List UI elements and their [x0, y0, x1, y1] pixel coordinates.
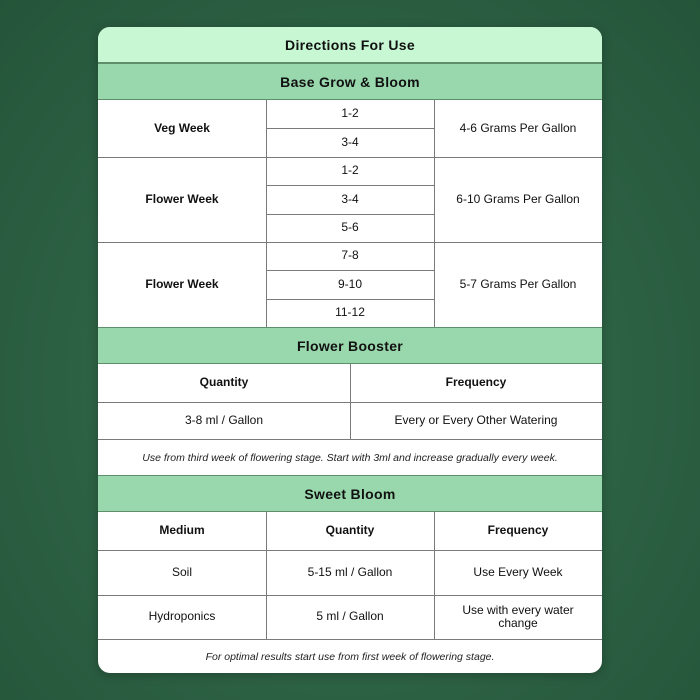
divider: [434, 512, 435, 639]
divider: [434, 100, 435, 327]
column-header: Frequency: [445, 375, 507, 390]
week-cell: 5-6: [341, 220, 359, 235]
divider: [98, 550, 602, 551]
sweet-section-heading: Sweet Bloom: [98, 475, 602, 512]
column-header: Frequency: [487, 523, 549, 538]
booster-note: Use from third week of flowering stage. Start with 3ml and increase gradually every week.: [142, 451, 558, 464]
divider: [98, 242, 602, 243]
booster-section-heading: Flower Booster: [98, 327, 602, 364]
week-cell: 11-12: [335, 305, 365, 320]
table-cell: 3-8 ml / Gallon: [184, 412, 264, 427]
divider: [98, 157, 602, 158]
week-cell: 1-2: [341, 163, 359, 178]
divider: [266, 299, 434, 300]
divider: [98, 595, 602, 596]
group-label: Flower Week: [145, 191, 219, 206]
base-section-heading: Base Grow & Bloom: [98, 63, 602, 100]
week-cell: 9-10: [337, 276, 363, 291]
card-title: Directions For Use: [98, 27, 602, 63]
sweet-note: For optimal results start use from first week of flowering stage.: [205, 650, 495, 663]
divider: [266, 128, 434, 129]
divider: [266, 185, 434, 186]
column-header: Quantity: [325, 523, 375, 538]
column-header: Quantity: [199, 375, 249, 390]
table-cell: 5-15 ml / Gallon: [307, 564, 393, 579]
table-cell: 5 ml / Gallon: [316, 609, 384, 624]
dose-cell: 5-7 Grams Per Gallon: [459, 276, 577, 291]
table-cell: Use with every water change: [462, 602, 574, 630]
week-cell: 7-8: [341, 248, 359, 263]
week-cell: 3-4: [341, 191, 359, 206]
dose-cell: 4-6 Grams Per Gallon: [459, 120, 577, 135]
divider: [266, 270, 434, 271]
group-label: Flower Week: [145, 276, 219, 291]
divider: [266, 512, 267, 639]
divider: [98, 402, 602, 403]
table-cell: Soil: [171, 564, 192, 579]
group-label: Veg Week: [154, 120, 210, 135]
dose-cell: 6-10 Grams Per Gallon: [456, 191, 580, 206]
divider: [266, 214, 434, 215]
directions-card: [98, 27, 602, 673]
table-cell: Every or Every Other Watering: [394, 412, 558, 427]
week-cell: 3-4: [341, 134, 359, 149]
table-cell: Hydroponics: [148, 609, 216, 624]
table-cell: Use Every Week: [473, 564, 563, 579]
column-header: Medium: [159, 523, 205, 538]
week-cell: 1-2: [341, 106, 359, 121]
